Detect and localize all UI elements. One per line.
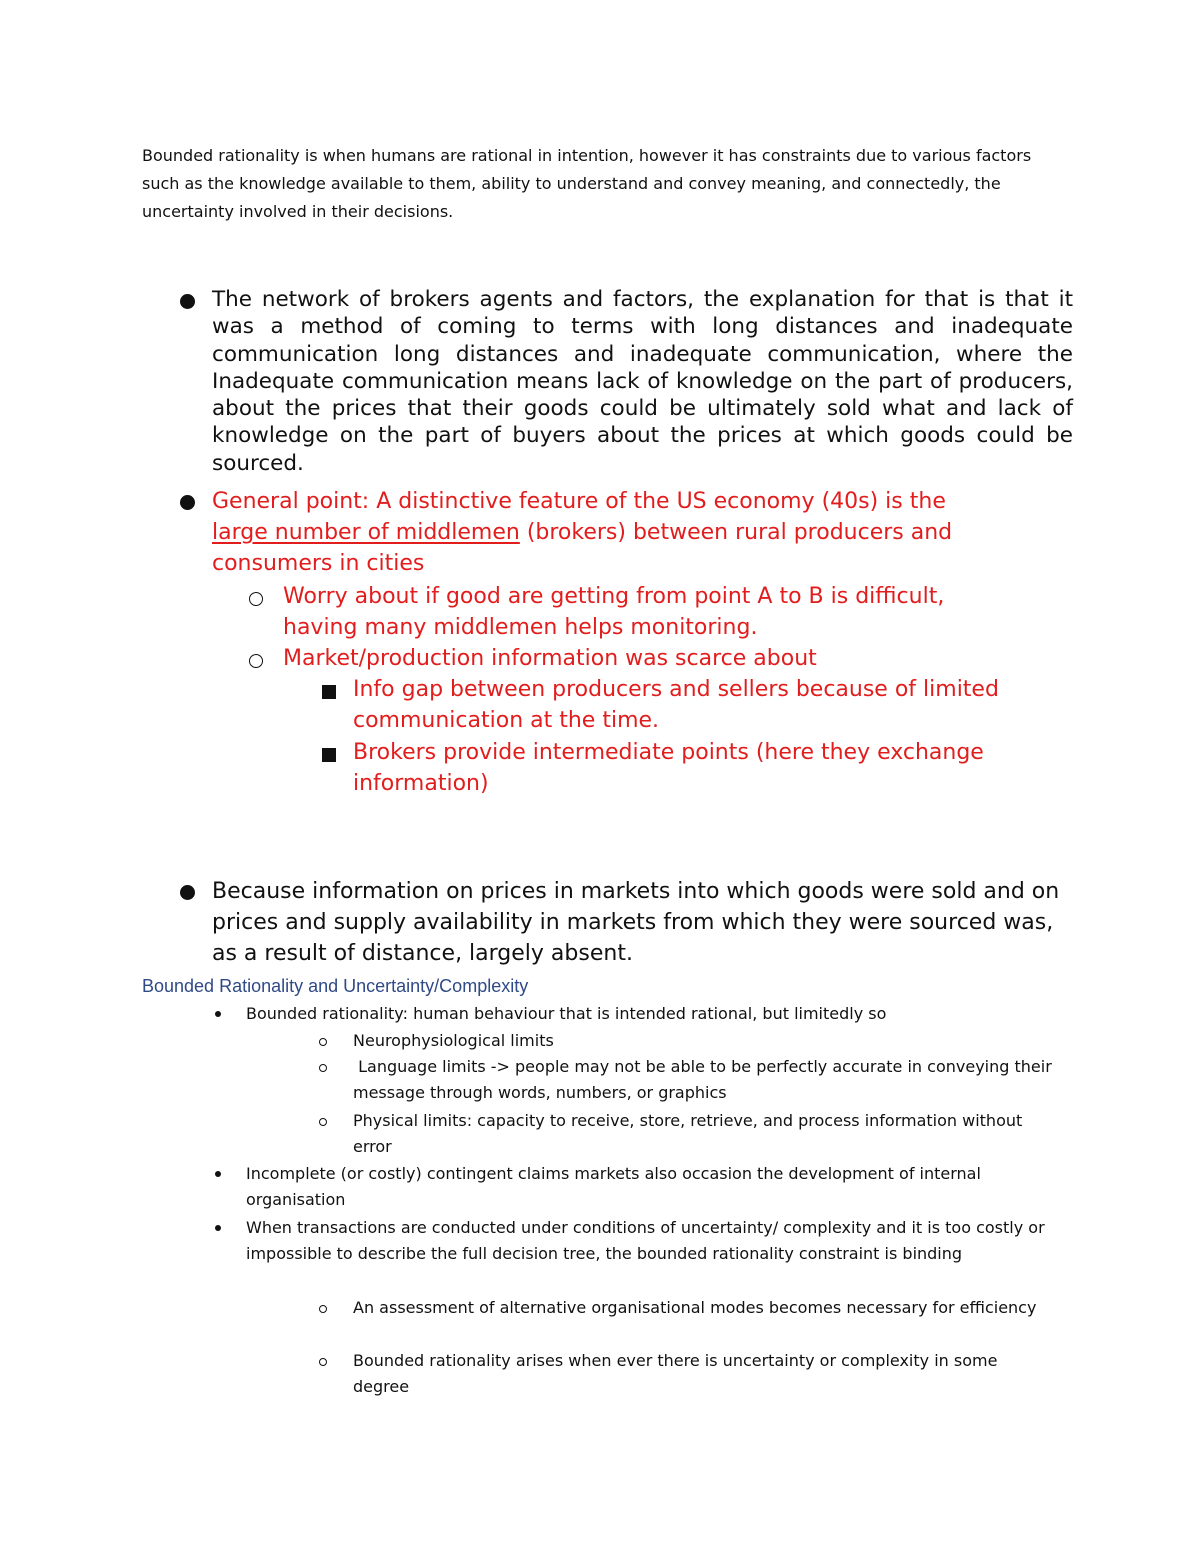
general-point-lead: General point: A distinctive feature of the US economy (40s) is the [212, 489, 946, 514]
section-sub-item [318, 1054, 1058, 1106]
circle-bullet-icon [319, 1038, 327, 1046]
section-item-3 [212, 1215, 1072, 1267]
subsub-bullet-brokers [320, 737, 1060, 799]
general-point-text [212, 486, 1073, 579]
intro-paragraph: Bounded rationality is when humans are rational in intention, however it has constraints due to various factors such as the knowledge available to them, ability to understand and convey meaning, and connectedly, the uncertainty involved in their decisions. [142, 146, 1032, 221]
section-item-1 [212, 1001, 1072, 1027]
circle-bullet-icon [319, 1305, 327, 1313]
general-point-rest: (brokers) between rural producers and consumers in cities [212, 520, 953, 576]
bullet-general-point [168, 486, 1073, 579]
section-item-text: When transactions are conducted under conditions of uncertainty/ complexity and it is too costly or impossible to describe the full decision tree, the bounded rationality constraint is binding [246, 1218, 1045, 1263]
bullet-text: Because information on prices in markets into which goods were sold and on prices and supply availability in markets from which they were sourced was, as a result of distance, largely absent. [212, 879, 1060, 966]
section-sub-item-text: An assessment of alternative organisational modes becomes necessary for efficiency [353, 1298, 1037, 1317]
bullet-disc-icon [180, 294, 195, 309]
subsub-bullet-text: Info gap between producers and sellers because of limited communication at the time. [353, 677, 999, 733]
bullet-network-of-brokers [168, 286, 1073, 477]
circle-bullet-icon [249, 654, 263, 668]
section-heading: Bounded Rationality and Uncertainty/Complexity [142, 976, 529, 996]
bullet-disc-icon [180, 495, 195, 510]
middlemen-underline: large number of middlemen [212, 520, 520, 545]
section-item-text: Incomplete (or costly) contingent claims markets also occasion the development of internal organisation [246, 1164, 981, 1209]
section-sub-item [318, 1348, 1058, 1400]
sub-bullet-market-info [246, 643, 1016, 674]
section-item-2 [212, 1161, 1072, 1213]
section-sub-item [318, 1028, 1058, 1054]
section-sub-item-text: Neurophysiological limits [353, 1031, 554, 1050]
bullet-dot-icon [215, 1011, 221, 1017]
circle-bullet-icon [319, 1064, 327, 1072]
circle-bullet-icon [249, 592, 263, 606]
bullet-disc-icon [180, 885, 195, 900]
square-bullet-icon [322, 685, 336, 699]
bullet-dot-icon [215, 1171, 221, 1177]
sub-bullet-text: Worry about if good are getting from point A to B is difficult, having many middlemen helps monitoring. [283, 584, 945, 640]
sub-bullet-worry [246, 581, 1016, 643]
section-item-text: Bounded rationality: human behaviour that is intended rational, but limitedly so [246, 1004, 887, 1023]
section-sub-item-text: Bounded rationality arises when ever there is uncertainty or complexity in some degree [353, 1351, 998, 1396]
bullet-because-information [168, 876, 1073, 969]
sub-bullet-text: Market/production information was scarce about [283, 646, 817, 671]
circle-bullet-icon [319, 1358, 327, 1366]
section-sub-item-text: Physical limits: capacity to receive, store, retrieve, and process information without error [353, 1111, 1023, 1156]
section-sub-item [318, 1108, 1058, 1160]
bullet-text: The network of brokers agents and factors, the explanation for that is that it was a method of coming to terms with long distances and inadequate communication long distances and inadequate communication, where the Inadequate communication means lack of knowledge on the part of producers, about the prices that their goods could be ultimately sold what and lack of knowledge on the part of buyers about the prices at which goods could be sourced. [212, 287, 1073, 476]
section-sub-item-text: Language limits -> people may not be able to be perfectly accurate in conveying their message through words, numbers, or graphics [353, 1057, 1057, 1102]
bullet-dot-icon [215, 1225, 221, 1231]
subsub-bullet-info-gap [320, 674, 1060, 736]
section-sub-item [318, 1295, 1058, 1321]
subsub-bullet-text: Brokers provide intermediate points (here they exchange information) [353, 740, 984, 796]
circle-bullet-icon [319, 1118, 327, 1126]
square-bullet-icon [322, 748, 336, 762]
